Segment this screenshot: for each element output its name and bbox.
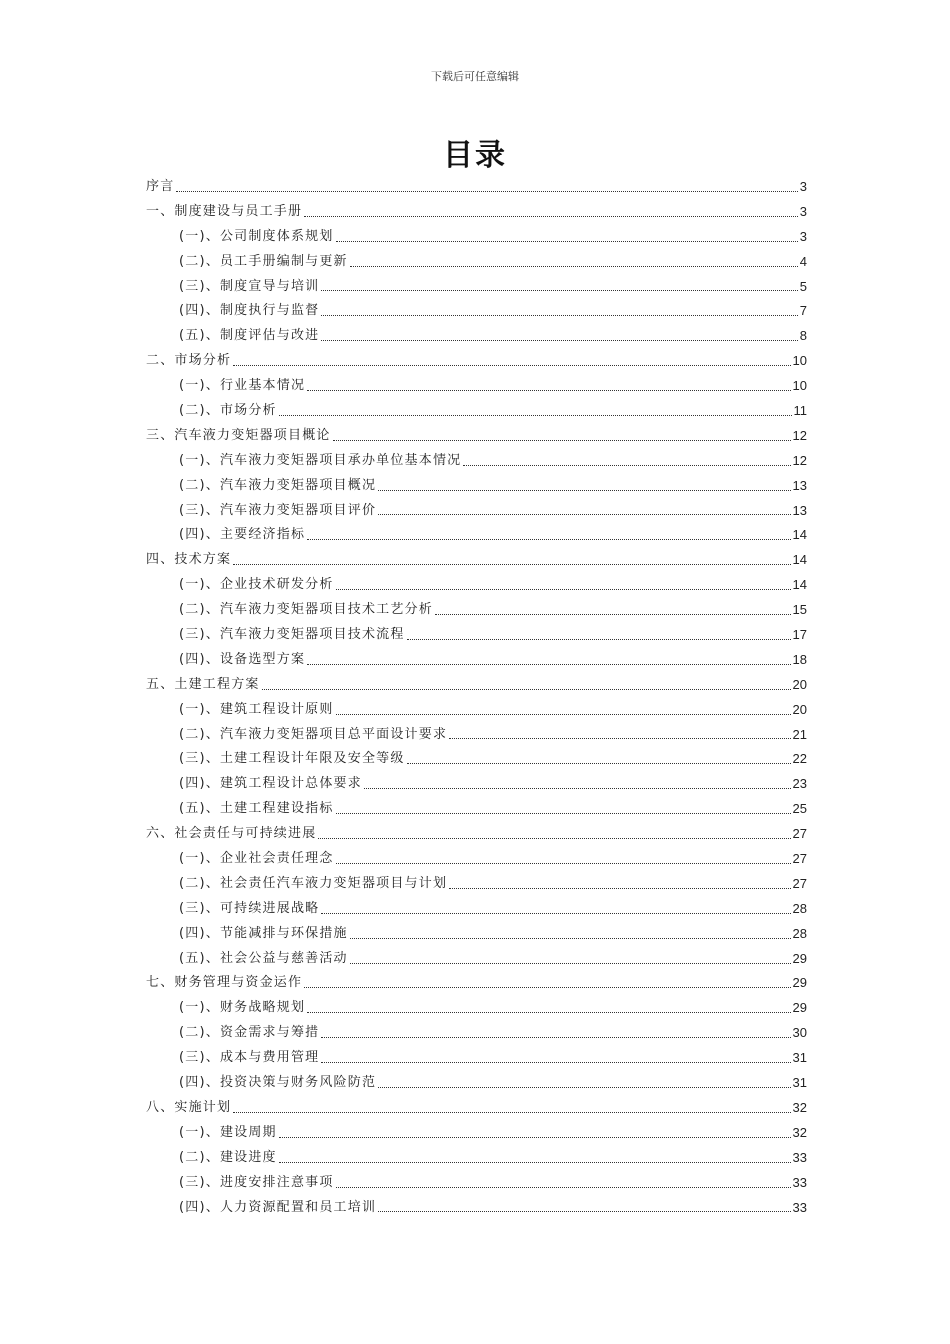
toc-leader-dots [321,315,797,316]
toc-entry[interactable] [146,474,807,499]
toc-leader-dots [233,1112,790,1113]
toc-entry-label: (五)、土建工程建设指标 [179,801,334,817]
toc-entry-label: (一)、行业基本情况 [179,378,306,394]
toc-entry[interactable] [146,1146,807,1171]
toc-entry-page: 22 [792,751,807,767]
toc-entry-label: (一)、公司制度体系规划 [179,228,334,244]
toc-entry[interactable] [146,747,807,772]
toc-entry-page: 25 [792,801,807,817]
toc-entry-label: (三)、土建工程设计年限及安全等级 [179,751,405,767]
toc-leader-dots [321,340,797,341]
toc-leader-dots [318,838,790,839]
toc-entry-label: (一)、建设周期 [179,1124,277,1140]
toc-entry[interactable] [146,374,807,399]
toc-entry[interactable] [146,1021,807,1046]
toc-entry[interactable] [146,822,807,847]
toc-leader-dots [449,888,790,889]
toc-leader-dots [333,440,791,441]
toc-entry-label: (四)、建筑工程设计总体要求 [179,776,362,792]
toc-entry-label: 一、制度建设与员工手册 [146,203,303,219]
toc-entry-page: 12 [792,452,807,468]
toc-leader-dots [350,963,791,964]
toc-entry-page: 4 [799,253,807,269]
toc-leader-dots [378,1211,790,1212]
toc-leader-dots [279,1137,791,1138]
toc-entry-page: 27 [792,826,807,842]
toc-entry-label: 六、社会责任与可持续进展 [146,826,317,842]
toc-entry-page: 23 [792,776,807,792]
toc-entry[interactable] [146,723,807,748]
toc-leader-dots [321,290,797,291]
toc-entry-page: 10 [792,353,807,369]
toc-entry[interactable] [146,772,807,797]
toc-entry-page: 33 [792,1199,807,1215]
toc-entry-label: (一)、财务战略规划 [179,1000,306,1016]
toc-entry-label: (一)、企业技术研发分析 [179,577,334,593]
toc-entry-page: 28 [792,925,807,941]
toc-entry[interactable] [146,225,807,250]
toc-entry[interactable] [146,972,807,997]
toc-entry[interactable] [146,1096,807,1121]
toc-entry-page: 20 [792,676,807,692]
toc-entry[interactable] [146,449,807,474]
toc-entry-page: 29 [792,950,807,966]
toc-entry-label: 八、实施计划 [146,1099,232,1115]
toc-entry-page: 14 [792,552,807,568]
toc-entry-label: (三)、制度宣导与培训 [179,278,320,294]
toc-entry[interactable] [146,996,807,1021]
toc-entry[interactable] [146,648,807,673]
toc-entry-page: 20 [792,701,807,717]
toc-entry-label: (四)、节能减排与环保措施 [179,925,348,941]
toc-leader-dots [307,1012,790,1013]
toc-entry-label: 二、市场分析 [146,353,232,369]
toc-entry-page: 18 [792,651,807,667]
toc-leader-dots [321,913,790,914]
toc-entry[interactable] [146,349,807,374]
toc-entry-label: (三)、可持续进展战略 [179,900,320,916]
toc-entry[interactable] [146,1121,807,1146]
toc-leader-dots [336,813,791,814]
toc-entry-label: (二)、资金需求与筹措 [179,1025,320,1041]
toc-entry-page: 12 [792,427,807,443]
toc-entry-page: 29 [792,1000,807,1016]
toc-leader-dots [321,1062,790,1063]
toc-entry[interactable] [146,623,807,648]
toc-leader-dots [350,938,791,939]
toc-leader-dots [336,589,791,590]
toc-entry-page: 5 [799,278,807,294]
toc-leader-dots [364,788,791,789]
toc-entry[interactable] [146,698,807,723]
toc-entry-label: (四)、人力资源配置和员工培训 [179,1199,377,1215]
toc-entry-page: 10 [792,378,807,394]
toc-entry-page: 32 [792,1099,807,1115]
toc-entry-label: 五、土建工程方案 [146,676,260,692]
toc-entry[interactable] [146,499,807,524]
toc-entry[interactable] [146,299,807,324]
toc-entry-label: (五)、制度评估与改进 [179,328,320,344]
toc-entry[interactable] [146,922,807,947]
toc-entry-label: 序言 [146,178,175,194]
toc-leader-dots [463,465,790,466]
toc-entry-label: (二)、员工手册编制与更新 [179,253,348,269]
toc-leader-dots [307,664,790,665]
toc-entry-page: 11 [793,403,807,418]
toc-entry-label: (二)、社会责任汽车液力变矩器项目与计划 [179,875,448,891]
toc-entry-page: 30 [792,1025,807,1041]
toc-entry-label: (一)、企业社会责任理念 [179,851,334,867]
toc-entry-label: (四)、投资决策与财务风险防范 [179,1075,377,1091]
toc-entry-page: 8 [799,328,807,344]
toc-entry[interactable] [146,897,807,922]
toc-leader-dots [279,1162,791,1163]
toc-leader-dots [407,763,791,764]
toc-entry[interactable] [146,324,807,349]
toc-entry-label: (二)、建设进度 [179,1149,277,1165]
toc-leader-dots [378,1087,790,1088]
toc-entry-page: 27 [792,851,807,867]
toc-leader-dots [233,564,790,565]
toc-leader-dots [336,863,791,864]
toc-entry[interactable] [146,598,807,623]
toc-leader-dots [407,639,791,640]
toc-entry-page: 31 [792,1050,807,1066]
toc-entry[interactable] [146,1196,807,1221]
toc-leader-dots [378,514,790,515]
toc-entry[interactable] [146,1046,807,1071]
toc-leader-dots [336,241,798,242]
toc-entry[interactable] [146,548,807,573]
toc-entry-label: (一)、建筑工程设计原则 [179,701,334,717]
toc-entry-label: (三)、进度安排注意事项 [179,1174,334,1190]
toc-entry[interactable] [146,424,807,449]
toc-entry[interactable] [146,1171,807,1196]
toc-entry-page: 27 [792,875,807,891]
toc-leader-dots [336,714,791,715]
toc-entry-page: 13 [792,502,807,518]
toc-entry[interactable] [146,523,807,548]
toc-leader-dots [262,689,791,690]
toc-leader-dots [378,490,790,491]
toc-entry-label: (四)、制度执行与监督 [179,303,320,319]
toc-entry-page: 15 [792,602,807,618]
toc-entry-page: 33 [792,1149,807,1165]
toc-entry-page: 32 [792,1124,807,1140]
toc-entry[interactable] [146,947,807,972]
toc-entry-label: (三)、成本与费用管理 [179,1050,320,1066]
toc-entry[interactable] [146,847,807,872]
toc-entry-page: 28 [792,900,807,916]
toc-entry-label: (二)、市场分析 [179,403,277,418]
toc-title: 目录 [443,138,507,173]
toc-entry-page: 21 [792,726,807,742]
toc-entry-page: 7 [799,303,807,319]
toc-leader-dots [449,738,790,739]
toc-entry-label: (一)、汽车液力变矩器项目承办单位基本情况 [179,452,462,468]
toc-entry[interactable] [146,399,807,424]
toc-entry[interactable] [146,673,807,698]
toc-entry-label: (三)、汽车液力变矩器项目技术流程 [179,627,405,643]
toc-entry-page: 14 [792,577,807,593]
toc-entry-page: 3 [799,203,807,219]
toc-leader-dots [350,266,798,267]
toc-entry-label: (二)、汽车液力变矩器项目技术工艺分析 [179,602,433,618]
toc-leader-dots [176,191,797,192]
toc-entry-label: (五)、社会公益与慈善活动 [179,950,348,966]
toc-entry[interactable] [146,872,807,897]
toc-leader-dots [336,1187,791,1188]
toc-leader-dots [304,987,790,988]
toc-entry[interactable] [146,1071,807,1096]
toc-entry-page: 33 [792,1174,807,1190]
toc-entry-page: 14 [792,527,807,543]
toc-leader-dots [233,365,790,366]
toc-entry-page: 29 [792,975,807,991]
toc-entry[interactable] [146,797,807,822]
toc-entry-page: 17 [792,627,807,643]
toc-leader-dots [304,216,798,217]
page-header: 下载后可任意编辑 [431,70,519,83]
toc-leader-dots [435,614,791,615]
toc-entry-label: 四、技术方案 [146,552,232,568]
toc-entry-label: (四)、主要经济指标 [179,527,306,543]
toc-leader-dots [307,390,790,391]
table-of-contents [146,175,807,1220]
toc-entry-label: 三、汽车液力变矩器项目概论 [146,427,331,443]
toc-entry-label: (二)、汽车液力变矩器项目总平面设计要求 [179,726,448,742]
toc-entry-page: 3 [799,228,807,244]
toc-leader-dots [321,1037,790,1038]
toc-leader-dots [307,539,790,540]
toc-entry-page: 31 [792,1075,807,1091]
toc-entry-page: 3 [799,178,807,194]
toc-entry[interactable] [146,275,807,300]
toc-leader-dots [279,415,792,416]
toc-entry-label: 七、财务管理与资金运作 [146,975,303,991]
toc-entry-label: (二)、汽车液力变矩器项目概况 [179,477,377,493]
toc-entry-label: (三)、汽车液力变矩器项目评价 [179,502,377,518]
toc-entry[interactable] [146,573,807,598]
toc-entry-page: 13 [792,477,807,493]
toc-entry[interactable] [146,250,807,275]
toc-entry[interactable] [146,175,807,200]
toc-entry[interactable] [146,200,807,225]
toc-entry-label: (四)、设备选型方案 [179,651,306,667]
